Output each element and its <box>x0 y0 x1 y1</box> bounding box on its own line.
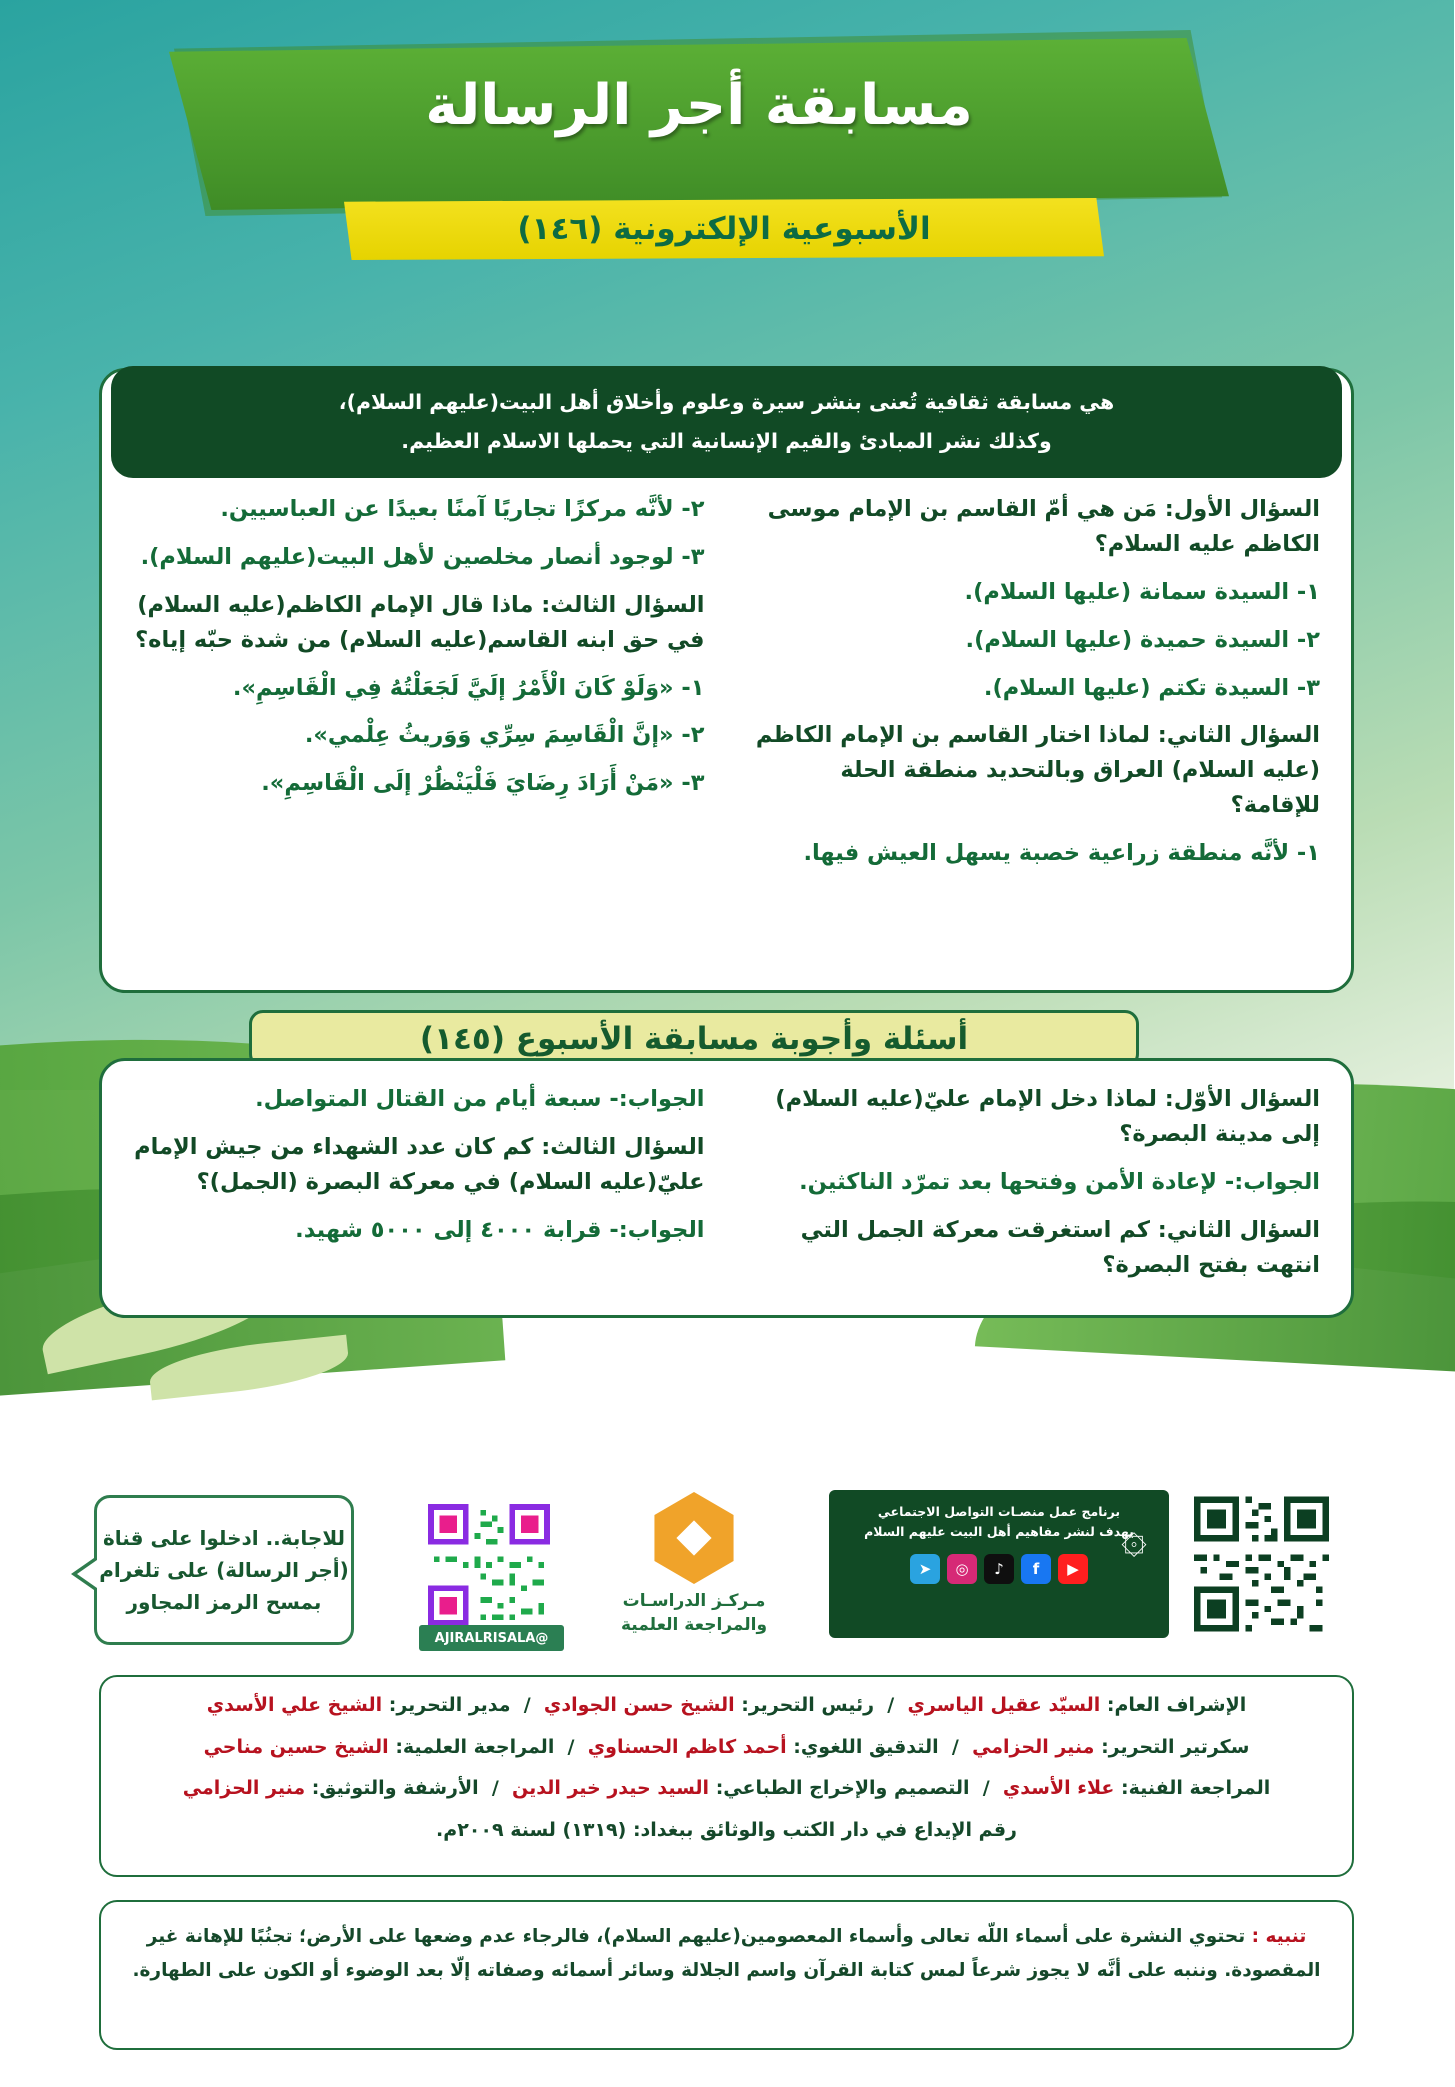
question-1-option-3: ٣- السيدة تكتم (عليها السلام). <box>984 674 1321 701</box>
credits-label-scientific-review: المراجعة العلمية: <box>396 1735 556 1758</box>
page-subtitle: الأسبوعية الإلكترونية (١٤٦) <box>518 211 932 247</box>
question-2-option-2: ٢- لأنَّه مركزًا تجاريًا آمنًا بعيدًا عن العباسيين. <box>221 496 706 522</box>
credits-name-proofreading: أحمد كاظم الحسناوي <box>588 1735 788 1758</box>
credits-label-archiving: الأرشفة والتوثيق: <box>312 1777 480 1799</box>
studies-center-logo <box>600 1492 790 1657</box>
organization-crest-icon: ۞ <box>1122 1511 1148 1563</box>
credits-label-proofreading: التدقيق اللغوي: <box>794 1735 940 1758</box>
credits-block <box>100 1675 1355 1877</box>
credits-line-3: المراجعة الفنية: علاء الأسدي / التصميم والإخراج الطباعي: السيد حيدر خير الدين / الأرشفة والتوثيق: منير الحزامي <box>183 1777 1272 1799</box>
credits-name-secretary: منير الحزامي <box>973 1735 1096 1758</box>
credits-name-design: السيد حيدر خير الدين <box>513 1777 711 1799</box>
tiktok-icon[interactable]: ♪ <box>985 1554 1015 1584</box>
credits-label-design: التصميم والإخراج الطباعي: <box>716 1777 971 1799</box>
current-week-questions <box>112 492 1343 984</box>
qr-code-icon <box>429 1504 551 1626</box>
program-note-line-1: برنامج عمل منصـات التواصل الاجتماعي <box>878 1504 1122 1519</box>
intro-line-1: هي مسابقة ثقافية تُعنى بنشر سيرة وعلوم وأخلاق أهل البيت(عليهم السلام)، <box>339 390 1116 415</box>
intro-line-2: وكذلك نشر المبادئ والقيم الإنسانية التي يحملها الاسلام العظيم. <box>402 429 1053 453</box>
instagram-icon[interactable]: ◎ <box>948 1554 978 1584</box>
questions-column-left <box>112 492 728 984</box>
credits-label-secretary: سكرتير التحرير: <box>1102 1735 1251 1758</box>
facebook-icon[interactable]: f <box>1022 1554 1052 1584</box>
secondary-qr-code[interactable] <box>1190 1490 1335 1638</box>
credits-name-editor-in-chief: الشيخ حسن الجوادي <box>544 1694 736 1716</box>
notice-block <box>100 1900 1355 2050</box>
youtube-icon[interactable]: ▶ <box>1059 1554 1089 1584</box>
credits-label-editor-in-chief: رئيس التحرير: <box>742 1694 876 1716</box>
credits-name-technical-review: علاء الأسدي <box>1003 1777 1116 1799</box>
previous-column-right <box>728 1082 1344 1307</box>
notice-label: تنبيه : <box>1252 1926 1308 1947</box>
question-3: السؤال الثالث: ماذا قال الإمام الكاظم(عليه السلام) في حق ابنه القاسم(عليه السلام) من شدة حبّه إياه؟ <box>136 591 706 653</box>
question-3-option-1: ١- «وَلَوْ كَانَ الْأَمْرُ إلَيَّ لَجَعَلْتُهُ فِي الْقَاسِمِ». <box>233 674 706 701</box>
page-title: مسابقة أجر الرسالة <box>426 73 974 138</box>
notice-text <box>128 1920 1327 1988</box>
credits-line-1: الإشراف العام: السيّد عقيل الياسري / رئيس التحرير: الشيخ حسن الجوادي / مدير التحرير: الشيخ علي الأسدي <box>207 1694 1248 1716</box>
question-2: السؤال الثاني: لماذا اختار القاسم بن الإمام الكاظم (عليه السلام) العراق وبالتحديد منطقة الحلة للإقامة؟ <box>756 722 1321 819</box>
credits-name-scientific-review: الشيخ حسين مناحي <box>204 1735 390 1758</box>
logo-label: مـركـز الدراسـات والمراجعة العلمية <box>621 1591 769 1635</box>
telegram-handle: @AJIRALRISALA <box>420 1625 565 1651</box>
credits-label-technical-review: المراجعة الفنية: <box>1121 1777 1272 1799</box>
credits-name-archiving: منير الحزامي <box>183 1777 307 1799</box>
prev-answer-2: الجواب:- سبعة أيام من القتال المتواصل. <box>256 1086 706 1112</box>
program-note-line-2: يهدف لنشر مفاهيم أهل البيت عليهم السلام <box>865 1524 1135 1539</box>
questions-column-right <box>728 492 1344 984</box>
question-3-option-3: ٣- «مَنْ أَرَادَ رِضَايَ فَلْيَنْظُرْ إلَى الْقَاسِمِ». <box>262 770 706 797</box>
telegram-instruction-bubble: للاجابة.. ادخلوا على قناة (أجر الرسالة) على تلغرام بمسح الرمز المجاور <box>95 1495 355 1645</box>
credits-label-managing-editor: مدير التحرير: <box>389 1694 512 1716</box>
previous-column-left <box>112 1082 728 1307</box>
prev-answer-1: الجواب:- لإعادة الأمن وفتحها بعد تمرّد الناكثين. <box>800 1168 1321 1195</box>
previous-week-answers <box>112 1082 1343 1307</box>
notice-body: تحتوي النشرة على أسماء اللّه تعالى وأسماء المعصومين(عليهم السلام)، فالرجاء عدم وضعها على الأرض؛ تجنُبًا للإهانة غير المقصودة. وننبه على أنَّه لا يجوز شرعاً لمس كتابة القرآن واسم الجلالة وسائر أسمائه وصفاته إلّا بعد الوضوء أو الكون على الطهارة. <box>133 1926 1322 1982</box>
prev-answer-3: الجواب:- قرابة ٤٠٠٠ إلى ٥٠٠٠ شهيد. <box>296 1216 706 1243</box>
logo-mark-icon <box>649 1492 741 1584</box>
question-1-option-2: ٢- السيدة حميدة (عليها السلام). <box>966 626 1321 653</box>
question-1: السؤال الأول: مَن هي أمّ القاسم بن الإمام موسى الكاظم عليه السلام؟ <box>768 496 1321 557</box>
credits-line-2: سكرتير التحرير: منير الحزامي / التدقيق اللغوي: أحمد كاظم الحسناوي / المراجعة العلمية: الشيخ حسين مناحي <box>204 1735 1251 1758</box>
credits-label-supervisor: الإشراف العام: <box>1107 1694 1248 1716</box>
credits-name-managing-editor: الشيخ علي الأسدي <box>207 1694 384 1716</box>
credits-deposit-number: رقم الإيداع في دار الكتب والوثائق ببغداد: (١٣١٩) لسنة ٢٠٠٩م. <box>437 1818 1018 1841</box>
intro-block <box>112 366 1343 478</box>
telegram-qr-code[interactable] <box>425 1500 555 1630</box>
credits-name-supervisor: السيّد عقيل الياسري <box>908 1694 1102 1716</box>
previous-week-heading: أسئلة وأجوبة مسابقة الأسبوع (١٤٥) <box>250 1010 1140 1068</box>
question-1-option-1: ١- السيدة سمانة (عليها السلام). <box>965 578 1321 605</box>
question-2-option-1: ١- لأنَّه منطقة زراعية خصبة يسهل العيش فيها. <box>804 840 1321 866</box>
question-2-option-3: ٣- لوجود أنصار مخلصين لأهل البيت(عليهم السلام). <box>141 543 706 570</box>
prev-question-2: السؤال الثاني: كم استغرقت معركة الجمل التي انتهت بفتح البصرة؟ <box>801 1216 1321 1278</box>
qr-code-icon <box>1195 1495 1330 1633</box>
question-3-option-2: ٢- «إنَّ الْقَاسِمَ سِرِّي وَوَريثُ عِلْمي». <box>305 722 706 749</box>
prev-question-1: السؤال الأوّل: لماذا دخل الإمام عليّ(عليه السلام) إلى مدينة البصرة؟ <box>776 1086 1321 1147</box>
telegram-icon[interactable]: ➤ <box>911 1554 941 1584</box>
prev-question-3: السؤال الثالث: كم كان عدد الشهداء من جيش الإمام عليّ(عليه السلام) في معركة البصرة (الجمل)؟ <box>135 1133 706 1195</box>
